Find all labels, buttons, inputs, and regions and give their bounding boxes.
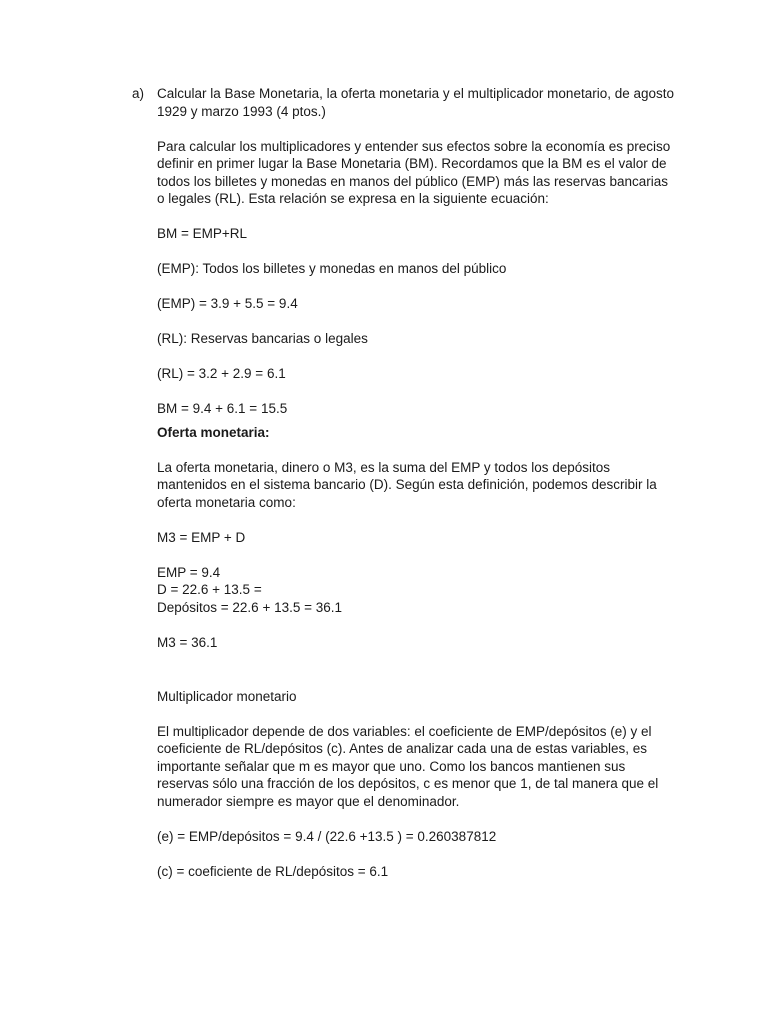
emp-value: EMP = 9.4 xyxy=(157,564,221,580)
intro-paragraph: Para calcular los multiplicadores y entender sus efectos sobre la economía es preciso definir en primer lugar la Base Monetaria (BM). Recordamos que la BM es el valor de todos los billetes y monedas en manos del público (EMP) más las reservas bancarias o legales (RL). Esta relación se expresa en la siguiente ecuación: xyxy=(157,138,671,206)
m3-value: M3 = 36.1 xyxy=(157,634,218,650)
d-value: D = 22.6 + 13.5 = xyxy=(157,582,262,597)
document-body xyxy=(157,85,677,898)
depositos-calculation: Depósitos = 22.6 + 13.5 = 36.1 xyxy=(157,599,343,615)
question-text: Calcular la Base Monetaria, la oferta monetaria y el multiplicador monetario, de agosto 1929 y marzo 1993 (4 ptos.) xyxy=(157,86,675,119)
c-calculation: (c) = coeficiente de RL/depósitos = 6.1 xyxy=(157,863,389,879)
emp-calculation: (EMP) = 3.9 + 5.5 = 9.4 xyxy=(157,296,298,311)
rl-calculation: (RL) = 3.2 + 2.9 = 6.1 xyxy=(157,366,286,381)
m3-equation: M3 = EMP + D xyxy=(157,529,246,545)
oferta-monetaria-heading: Oferta monetaria: xyxy=(157,424,270,440)
rl-definition: (RL): Reservas bancarias o legales xyxy=(157,331,368,346)
multiplicador-heading: Multiplicador monetario xyxy=(157,688,297,704)
list-item-marker: a) xyxy=(132,86,145,101)
e-calculation: (e) = EMP/depósitos = 9.4 / (22.6 +13.5 ) = 0.260387812 xyxy=(157,828,497,844)
oferta-monetaria-paragraph: La oferta monetaria, dinero o M3, es la suma del EMP y todos los depósitos mantenidos en el sistema bancario (D). Según esta definición, podemos describir la oferta monetaria como: xyxy=(157,459,657,510)
bm-calculation: BM = 9.4 + 6.1 = 15.5 xyxy=(157,401,288,416)
multiplicador-paragraph: El multiplicador depende de dos variables: el coeficiente de EMP/depósitos (e) y el coeficiente de RL/depósitos (c). Antes de analizar cada una de estas variables, es importante señalar que m es mayor que uno. Como los bancos mantienen sus reservas sólo una fracción de los depósitos, c es menor que 1, de tal manera que el numerador siempre es mayor que el denominador. xyxy=(157,723,659,809)
emp-definition: (EMP): Todos los billetes y monedas en manos del público xyxy=(157,261,507,276)
bm-equation: BM = EMP+RL xyxy=(157,226,248,241)
